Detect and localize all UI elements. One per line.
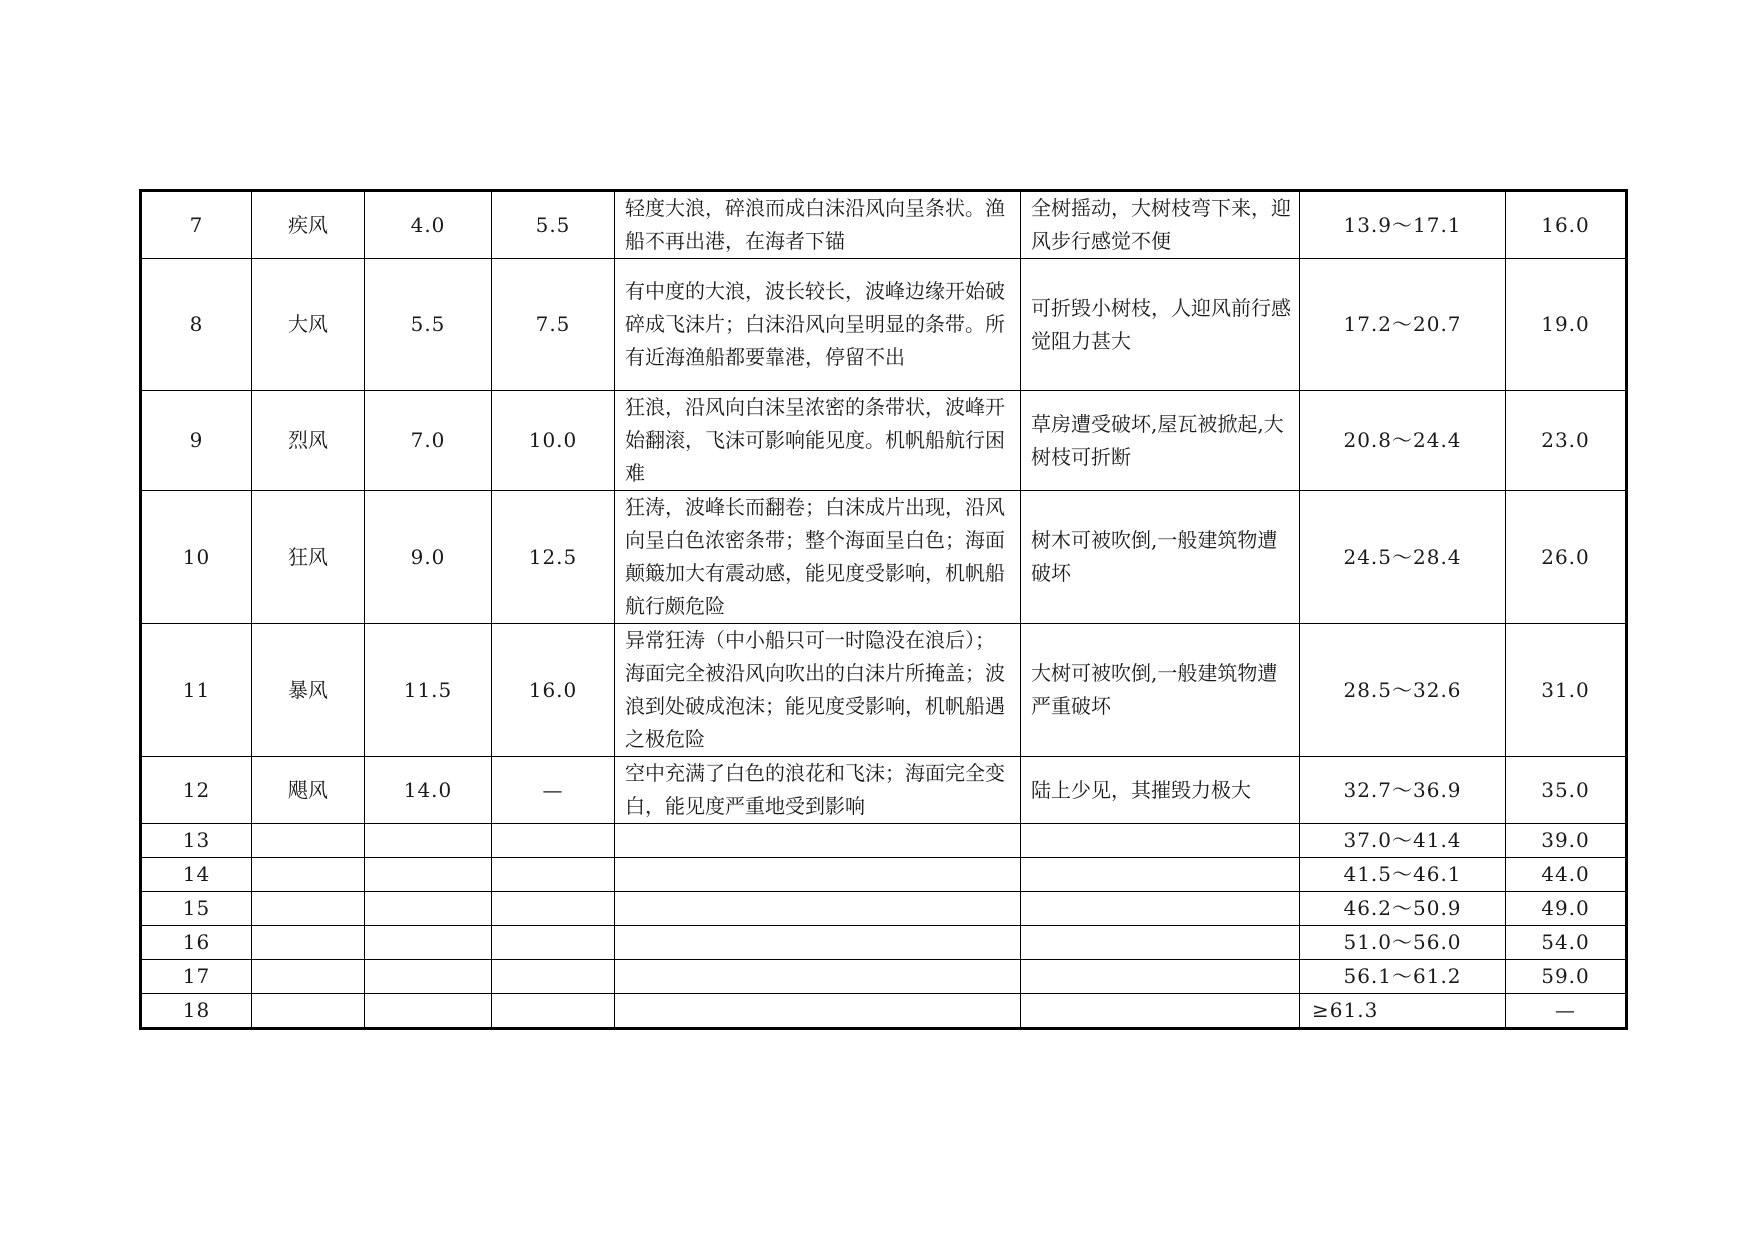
wave-height-general-cell xyxy=(365,994,492,1029)
wind-name-cell: 暴风 xyxy=(252,624,365,757)
wind-level-cell: 10 xyxy=(141,491,252,624)
land-condition-cell xyxy=(1021,858,1300,892)
sea-condition-cell: 狂浪，沿风向白沫呈浓密的条带状，波峰开始翻滚，飞沫可影响能见度。机帆船航行困难 xyxy=(615,391,1021,491)
wind-speed-mid-cell: 35.0 xyxy=(1506,757,1627,824)
wind-speed-range-cell: 41.5～46.1 xyxy=(1300,858,1506,892)
wind-name-cell xyxy=(252,858,365,892)
wave-height-general-cell: 11.5 xyxy=(365,624,492,757)
wind-level-cell: 8 xyxy=(141,259,252,391)
wave-height-max-cell xyxy=(492,960,615,994)
wind-speed-mid-cell: 31.0 xyxy=(1506,624,1627,757)
wave-height-general-cell: 7.0 xyxy=(365,391,492,491)
wind-speed-range-cell: 37.0～41.4 xyxy=(1300,824,1506,858)
sea-condition-cell xyxy=(615,824,1021,858)
wind-speed-range-cell: 28.5～32.6 xyxy=(1300,624,1506,757)
sea-condition-cell: 轻度大浪，碎浪而成白沫沿风向呈条状。渔船不再出港，在海者下锚 xyxy=(615,191,1021,259)
wave-height-max-cell: 12.5 xyxy=(492,491,615,624)
wind-level-cell: 7 xyxy=(141,191,252,259)
table-row xyxy=(141,892,1627,926)
wind-name-cell xyxy=(252,926,365,960)
wave-height-max-cell: 10.0 xyxy=(492,391,615,491)
wave-height-general-cell: 9.0 xyxy=(365,491,492,624)
land-condition-cell xyxy=(1021,892,1300,926)
sea-condition-cell: 异常狂涛（中小船只可一时隐没在浪后）；海面完全被沿风向吹出的白沫片所掩盖；波浪到处破成泡沫；能见度受影响，机帆船遇之极危险 xyxy=(615,624,1021,757)
land-condition-cell xyxy=(1021,960,1300,994)
wind-name-cell: 狂风 xyxy=(252,491,365,624)
wind-speed-range-cell: 24.5～28.4 xyxy=(1300,491,1506,624)
wave-height-general-cell: 5.5 xyxy=(365,259,492,391)
wave-height-max-cell: — xyxy=(492,757,615,824)
land-condition-cell xyxy=(1021,926,1300,960)
wave-height-general-cell: 4.0 xyxy=(365,191,492,259)
wave-height-general-cell: 14.0 xyxy=(365,757,492,824)
land-condition-cell xyxy=(1021,824,1300,858)
wind-name-cell: 烈风 xyxy=(252,391,365,491)
land-condition-cell: 树木可被吹倒,一般建筑物遭破坏 xyxy=(1021,491,1300,624)
wind-level-cell: 15 xyxy=(141,892,252,926)
wind-scale-table xyxy=(139,189,1628,1030)
table-row xyxy=(141,191,1627,259)
land-condition-cell: 大树可被吹倒,一般建筑物遭严重破坏 xyxy=(1021,624,1300,757)
wind-speed-mid-cell: 39.0 xyxy=(1506,824,1627,858)
wind-speed-mid-cell: 49.0 xyxy=(1506,892,1627,926)
wind-speed-range-cell: 20.8～24.4 xyxy=(1300,391,1506,491)
sea-condition-cell xyxy=(615,892,1021,926)
sea-condition-cell: 空中充满了白色的浪花和飞沫；海面完全变白，能见度严重地受到影响 xyxy=(615,757,1021,824)
table-row xyxy=(141,926,1627,960)
wind-speed-mid-cell: 16.0 xyxy=(1506,191,1627,259)
table-row xyxy=(141,824,1627,858)
wind-speed-mid-cell: 19.0 xyxy=(1506,259,1627,391)
land-condition-cell: 全树摇动，大树枝弯下来，迎风步行感觉不便 xyxy=(1021,191,1300,259)
wind-speed-range-cell: 32.7～36.9 xyxy=(1300,757,1506,824)
table-row xyxy=(141,624,1627,757)
wind-speed-mid-cell: 59.0 xyxy=(1506,960,1627,994)
sea-condition-cell xyxy=(615,960,1021,994)
wind-speed-mid-cell: 26.0 xyxy=(1506,491,1627,624)
wind-speed-mid-cell: 44.0 xyxy=(1506,858,1627,892)
wave-height-general-cell xyxy=(365,960,492,994)
table-row xyxy=(141,858,1627,892)
wind-level-cell: 9 xyxy=(141,391,252,491)
wave-height-general-cell xyxy=(365,858,492,892)
wind-level-cell: 14 xyxy=(141,858,252,892)
wave-height-max-cell xyxy=(492,926,615,960)
wave-height-general-cell xyxy=(365,926,492,960)
wave-height-max-cell xyxy=(492,994,615,1029)
wind-name-cell xyxy=(252,824,365,858)
wind-speed-range-cell: 56.1～61.2 xyxy=(1300,960,1506,994)
wave-height-general-cell xyxy=(365,824,492,858)
sea-condition-cell: 狂涛，波峰长而翻卷；白沫成片出现，沿风向呈白色浓密条带；整个海面呈白色；海面颠簸加大有震动感，能见度受影响，机帆船航行颇危险 xyxy=(615,491,1021,624)
table-row xyxy=(141,757,1627,824)
wind-name-cell xyxy=(252,994,365,1029)
wind-speed-mid-cell: 54.0 xyxy=(1506,926,1627,960)
land-condition-cell: 陆上少见，其摧毁力极大 xyxy=(1021,757,1300,824)
land-condition-cell: 草房遭受破坏,屋瓦被掀起,大树枝可折断 xyxy=(1021,391,1300,491)
sea-condition-cell xyxy=(615,858,1021,892)
wind-name-cell: 疾风 xyxy=(252,191,365,259)
wind-level-cell: 18 xyxy=(141,994,252,1029)
wave-height-general-cell xyxy=(365,892,492,926)
wind-speed-mid-cell: — xyxy=(1506,994,1627,1029)
wind-speed-range-cell: 13.9～17.1 xyxy=(1300,191,1506,259)
wind-level-cell: 13 xyxy=(141,824,252,858)
wind-level-cell: 16 xyxy=(141,926,252,960)
wave-height-max-cell: 5.5 xyxy=(492,191,615,259)
wind-speed-range-cell: 51.0～56.0 xyxy=(1300,926,1506,960)
wind-name-cell: 大风 xyxy=(252,259,365,391)
table-row xyxy=(141,491,1627,624)
table-row xyxy=(141,960,1627,994)
table-row xyxy=(141,259,1627,391)
sea-condition-cell: 有中度的大浪，波长较长，波峰边缘开始破碎成飞沫片；白沫沿风向呈明显的条带。所有近海渔船都要靠港，停留不出 xyxy=(615,259,1021,391)
sea-condition-cell xyxy=(615,926,1021,960)
wind-name-cell: 飓风 xyxy=(252,757,365,824)
wind-speed-range-cell: 46.2～50.9 xyxy=(1300,892,1506,926)
wave-height-max-cell: 7.5 xyxy=(492,259,615,391)
wind-speed-range-cell: ≥61.3 xyxy=(1300,994,1506,1029)
wave-height-max-cell xyxy=(492,892,615,926)
wind-speed-range-cell: 17.2～20.7 xyxy=(1300,259,1506,391)
wind-name-cell xyxy=(252,892,365,926)
sea-condition-cell xyxy=(615,994,1021,1029)
wave-height-max-cell: 16.0 xyxy=(492,624,615,757)
table-body xyxy=(141,191,1627,1029)
land-condition-cell xyxy=(1021,994,1300,1029)
wind-level-cell: 17 xyxy=(141,960,252,994)
wind-name-cell xyxy=(252,960,365,994)
table-row xyxy=(141,391,1627,491)
wave-height-max-cell xyxy=(492,824,615,858)
wave-height-max-cell xyxy=(492,858,615,892)
land-condition-cell: 可折毁小树枝，人迎风前行感觉阻力甚大 xyxy=(1021,259,1300,391)
table-row xyxy=(141,994,1627,1029)
wind-level-cell: 11 xyxy=(141,624,252,757)
wind-level-cell: 12 xyxy=(141,757,252,824)
wind-speed-mid-cell: 23.0 xyxy=(1506,391,1627,491)
